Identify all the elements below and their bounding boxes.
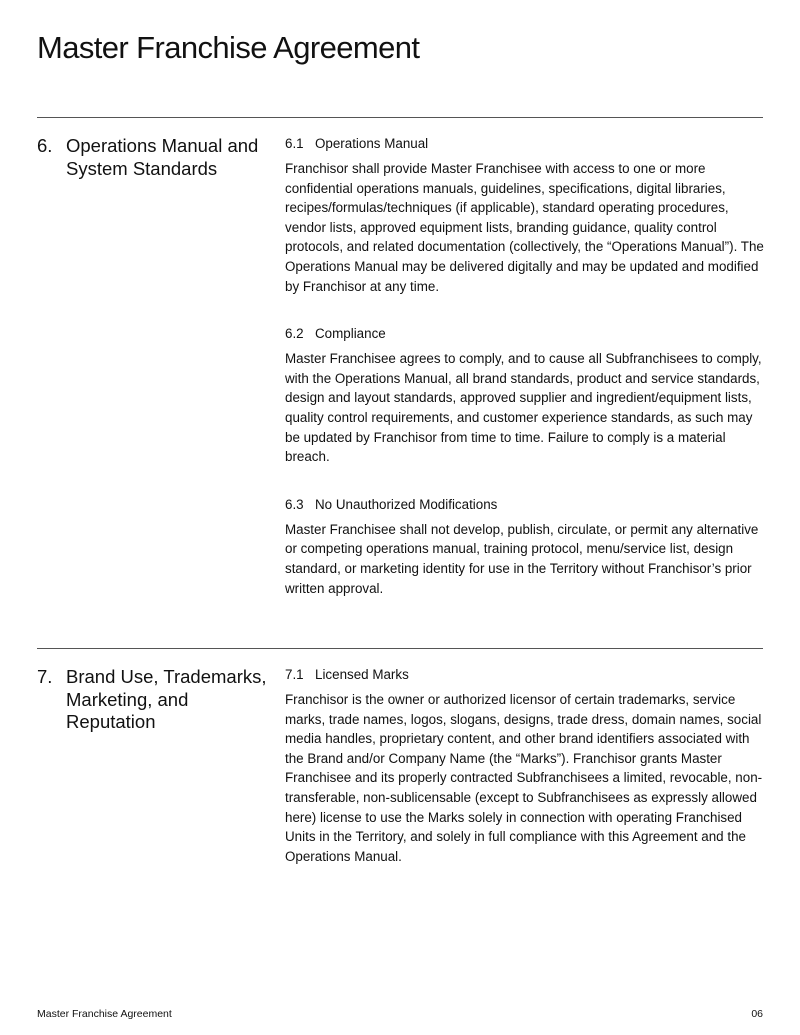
clause-body: Franchisor shall provide Master Franchisee with access to one or more confidential operations manuals, guidelines, specifications, digital libraries, recipes/formulas/techniques (if applicable), standard operating procedures, vendor lists, approved equipment lists, branding guidance, quality control protocols, and related documentation (collectively, the “Operations Manual”). The Operations Manual may be delivered digitally and may be updated and modified by Franchisor at any time. bbox=[285, 161, 764, 294]
section-number: 7. bbox=[37, 666, 53, 687]
footer-page-number: 06 bbox=[751, 1008, 763, 1020]
clause-number: 6.2 bbox=[285, 326, 304, 342]
clause-heading bbox=[285, 325, 765, 343]
section-title: Operations Manual and System Standards bbox=[66, 135, 259, 179]
clause-heading bbox=[285, 666, 765, 684]
clause-7-1 bbox=[285, 666, 765, 866]
clause-number: 6.3 bbox=[285, 496, 304, 512]
clause-body: Franchisor is the owner or authorized licensor of certain trademarks, service marks, trade names, logos, slogans, designs, trade dress, domain names, social media handles, proprietary content, and other brand identifiers associated with the Brand and/or Company Name (the “Marks”). Franchisor grants Master Franchisee and its properly contracted Subfranchisees a limited, revocable, non-transferable, non-sublicensable (except to Subfranchisees as expressly allowed here) license to use the Marks solely in connection with operating Franchised Units in the Territory, and solely in full compliance with this Agreement and the Operations Manual. bbox=[285, 692, 763, 864]
section-divider bbox=[37, 117, 763, 118]
clause-heading bbox=[285, 135, 765, 153]
clause-title: No Unauthorized Modifications bbox=[315, 496, 498, 512]
section-number: 6. bbox=[37, 135, 53, 156]
section-title: Brand Use, Trademarks, Marketing, and Reputation bbox=[66, 666, 267, 732]
clause-title: Licensed Marks bbox=[315, 667, 409, 682]
footer-document-name: Master Franchise Agreement bbox=[37, 1008, 172, 1020]
section-6-clauses bbox=[285, 135, 765, 627]
section-7-heading bbox=[37, 666, 267, 734]
clause-title: Compliance bbox=[315, 326, 386, 342]
clause-body: Master Franchisee shall not develop, publish, circulate, or permit any alternative or competing operations manual, training protocol, menu/service list, design standard, or marketing identity for use in the Territory without Franchisor’s prior written approval. bbox=[285, 521, 759, 596]
section-7-clauses bbox=[285, 666, 765, 895]
section-6-heading bbox=[37, 135, 267, 180]
clause-heading bbox=[285, 496, 765, 514]
clause-title: Operations Manual bbox=[315, 136, 429, 151]
clause-6-3 bbox=[285, 496, 765, 598]
section-divider bbox=[37, 648, 763, 649]
clause-number: 7.1 bbox=[285, 667, 304, 682]
document-title: Master Franchise Agreement bbox=[37, 30, 420, 65]
clause-body: Master Franchisee agrees to comply, and to cause all Subfranchisees to comply, with the Operations Manual, all brand standards, product and service standards, design and layout standards, approved supplier and ingredient/equipment lists, quality control requirements, and customer experience standards, as such may be updated by Franchisor from time to time. Failure to comply is a material breach. bbox=[285, 351, 762, 465]
clause-6-2 bbox=[285, 325, 765, 467]
clause-number: 6.1 bbox=[285, 136, 304, 151]
clause-6-1 bbox=[285, 135, 765, 296]
